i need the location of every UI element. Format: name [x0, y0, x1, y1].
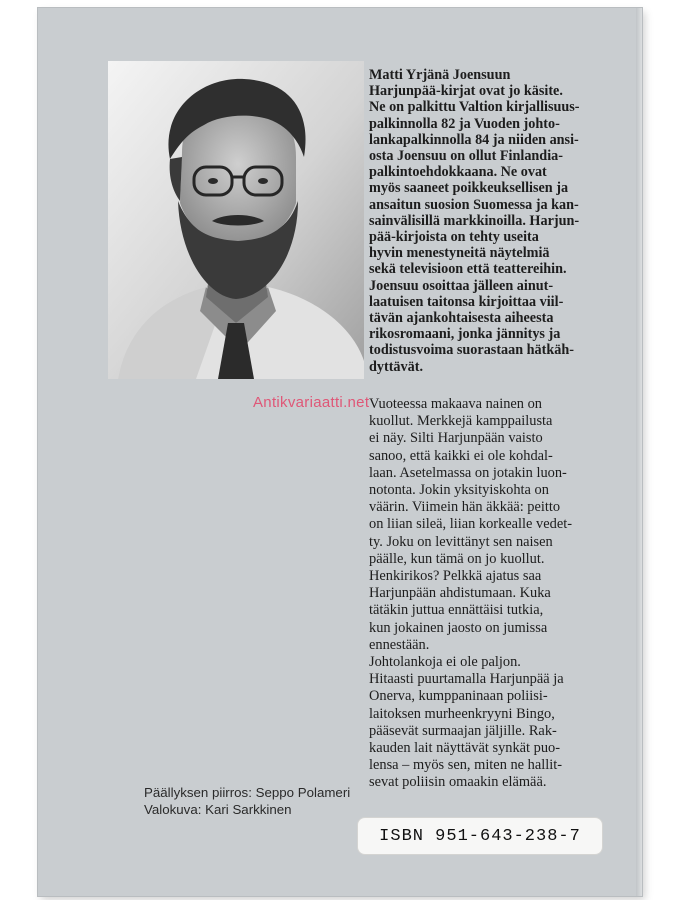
credits: [144, 785, 350, 818]
author-intro-text: Matti Yrjänä Joensuun Harjunpää-kirjat ovat jo käsite. Ne on palkittu Valtion kirjallisuus- palkinnolla 82 ja Vuoden johto- lankapalkinnolla 84 ja niiden ansi- osta Joensuu on ollut Finlandia- palkintoehdokkaana. Ne ovat myös saaneet poikkeuksellisen ja ansaitun suosion Suomessa ja kan- sainvälisillä markkinoilla. Harjun- pää-kirjoista on tehty useita hyvin menestyneitä näytelmiä sekä televisioon että teattereihin. Joensuu osoittaa jälleen ainut- laatuisen taitonsa kirjoittaa viil- tävän ajankohtaisesta aiheesta rikosromaani, jonka jännitys ja todistusvoima suorastaan hätkäh- dyttävät.: [369, 67, 580, 375]
author-portrait-image: [108, 61, 364, 379]
author-photo: [108, 61, 364, 379]
synopsis-text: Vuoteessa makaava nainen on kuollut. Merkkejä kamppailusta ei näy. Silti Harjunpään vaisto sanoo, että kaikki ei ole kohdal- laan. Asetelmassa on jotakin luon- notonta. Jokin yksityiskohta on väärin. Viimein hän äkkää: peitto on liian sileä, liian korkealle vedet- ty. Joku on levittänyt sen naisen päälle, kun tämä on jo kuollut. Henkirikos? Pelkkä ajatus saa Harjunpään ahdistumaan. Kuka tätäkin juttua ennättäisi tutkia, kun jokainen jaosto on jumissa ennestään. Johtolankoja ei ole paljon. Hitaasti puurtamalla Harjunpää ja Onerva, kumppaninaan poliisi- laitoksen murheenkryyni Bingo, pääsevät surmaajan jäljille. Rak- kauden lait näyttävät synkät puo- lensa – myös sen, miten ne hallit- sevat poliisin omaakin elämää.: [369, 396, 572, 791]
cover-illustration-credit: Päällyksen piirros: Seppo Polameri: [144, 785, 351, 800]
book-back-cover: [38, 8, 642, 896]
photo-credit: Valokuva: Kari Sarkkinen: [144, 801, 292, 817]
isbn-sticker: ISBN 951-643-238-7: [358, 818, 602, 854]
watermark-text: Antikvariaatti.net: [253, 394, 370, 411]
